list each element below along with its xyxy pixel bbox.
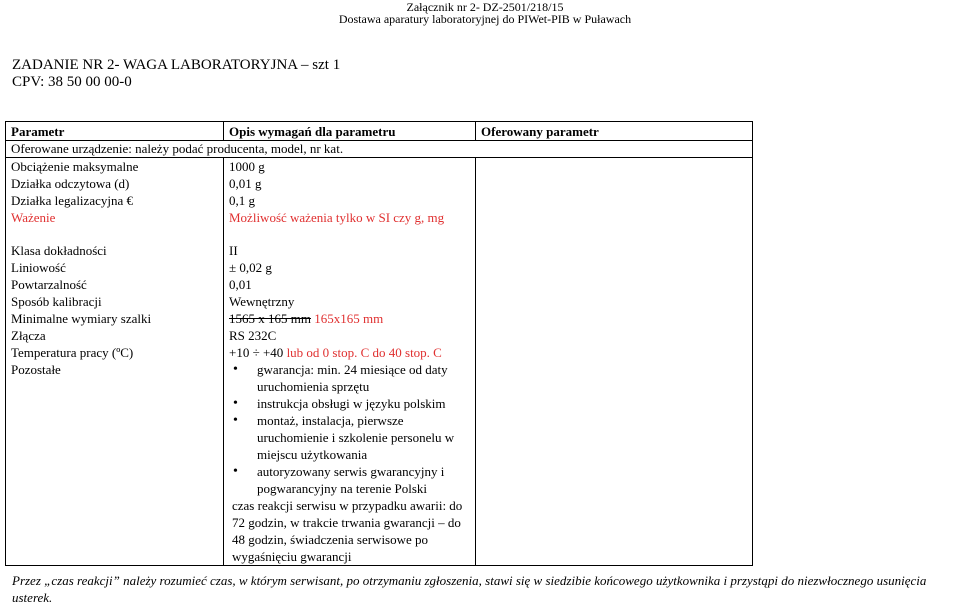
offered-device-note: Oferowane urządzenie: należy podać producenta, model, nr kat. [6,141,753,158]
table-row [6,259,753,276]
desc-cell: Wewnętrzny [224,293,476,310]
desc-cell: 0,1 g [224,192,476,209]
param-cell: Ważenie [6,209,224,226]
table-header-row [6,122,753,141]
param-cell: Obciążenie maksymalne [6,158,224,176]
offered-cell [476,209,753,226]
specification-table [5,121,753,566]
desc-cell: 0,01 [224,276,476,293]
list-item: • montaż, instalacja, pierwsze uruchomienie i szkolenie personelu w miejscu użytkowania [229,412,471,463]
header-line-2: Dostawa aparatury laboratoryjnej do PIWet-PIB w Puławach [338,12,632,26]
offered-cell [476,175,753,192]
desc-cell: 1000 g [224,158,476,176]
offered-device-row [6,141,753,158]
table-row [6,175,753,192]
param-cell: Sposób kalibracji [6,293,224,310]
spacer-cell [224,226,476,242]
desc-cell [224,344,476,361]
desc-cell [224,310,476,327]
offered-cell [476,242,753,259]
header-requirements: Opis wymagań dla parametru [224,122,476,141]
offered-cell [476,192,753,209]
list-item: • gwarancja: min. 24 miesiące od daty uruchomienia sprzętu [229,361,471,395]
param-cell: Minimalne wymiary szalki [6,310,224,327]
requirements-list [229,361,471,497]
table-row [6,310,753,327]
table-row [6,158,753,176]
offered-cell [476,327,753,344]
footnote: Przez „czas reakcji” należy rozumieć czas, w którym serwisant, po otrzymaniu zgłoszenia, stawi się w siedzibie końcowego użytkownika i przystąpi do niezwłocznego usunięcia usterek. [12,573,927,605]
table-row [6,327,753,344]
header-parameter: Parametr [6,122,224,141]
desc-cell [224,361,476,566]
offered-cell [476,259,753,276]
table-spacer-row [6,226,753,242]
table-row [6,209,753,226]
service-response-text: czas reakcji serwisu w przypadku awarii: do 72 godzin, w trakcie trwania gwarancji – do 48 godzin, świadczenia serwisowe po wygaśnięciu gwarancji [232,498,463,564]
header-line-1: Załącznik nr 2- DZ-2501/218/15 [406,0,564,14]
corrected-dimension: 165x165 mm [314,311,384,326]
desc-cell: ± 0,02 g [224,259,476,276]
offered-cell [476,158,753,176]
struck-dimension: 1565 x 165 mm [229,311,311,326]
spacer-cell [6,226,224,242]
param-cell: Działka odczytowa (d) [6,175,224,192]
offered-cell [476,361,753,566]
table-row [6,192,753,209]
list-item: • autoryzowany serwis gwarancyjny i pogwarancyjny na terenie Polski [229,463,471,497]
cpv-code: CPV: 38 50 00 00-0 [12,74,132,90]
param-cell: Klasa dokładności [6,242,224,259]
param-cell: Temperatura pracy (ºC) [6,344,224,361]
task-title: ZADANIE NR 2- WAGA LABORATORYJNA – szt 1 [12,57,341,73]
param-cell: Działka legalizacyjna € [6,192,224,209]
list-item: • instrukcja obsługi w języku polskim [229,395,471,412]
spacer-cell [476,226,753,242]
table-row [6,344,753,361]
desc-cell: Możliwość ważenia tylko w SI czy g, mg [224,209,476,226]
desc-cell: RS 232C [224,327,476,344]
desc-cell: 0,01 g [224,175,476,192]
offered-cell [476,344,753,361]
offered-cell [476,276,753,293]
param-cell: Powtarzalność [6,276,224,293]
temperature-alternative: lub od 0 stop. C do 40 stop. C [286,345,442,360]
desc-cell: II [224,242,476,259]
table-row-other [6,361,753,566]
temperature-range: +10 ÷ +40 [229,345,284,360]
table-row [6,242,753,259]
param-cell: Pozostałe [6,361,224,566]
header-offered: Oferowany parametr [476,122,753,141]
param-cell: Liniowość [6,259,224,276]
offered-cell [476,293,753,310]
param-cell: Złącza [6,327,224,344]
offered-cell [476,310,753,327]
table-row [6,276,753,293]
table-row [6,293,753,310]
